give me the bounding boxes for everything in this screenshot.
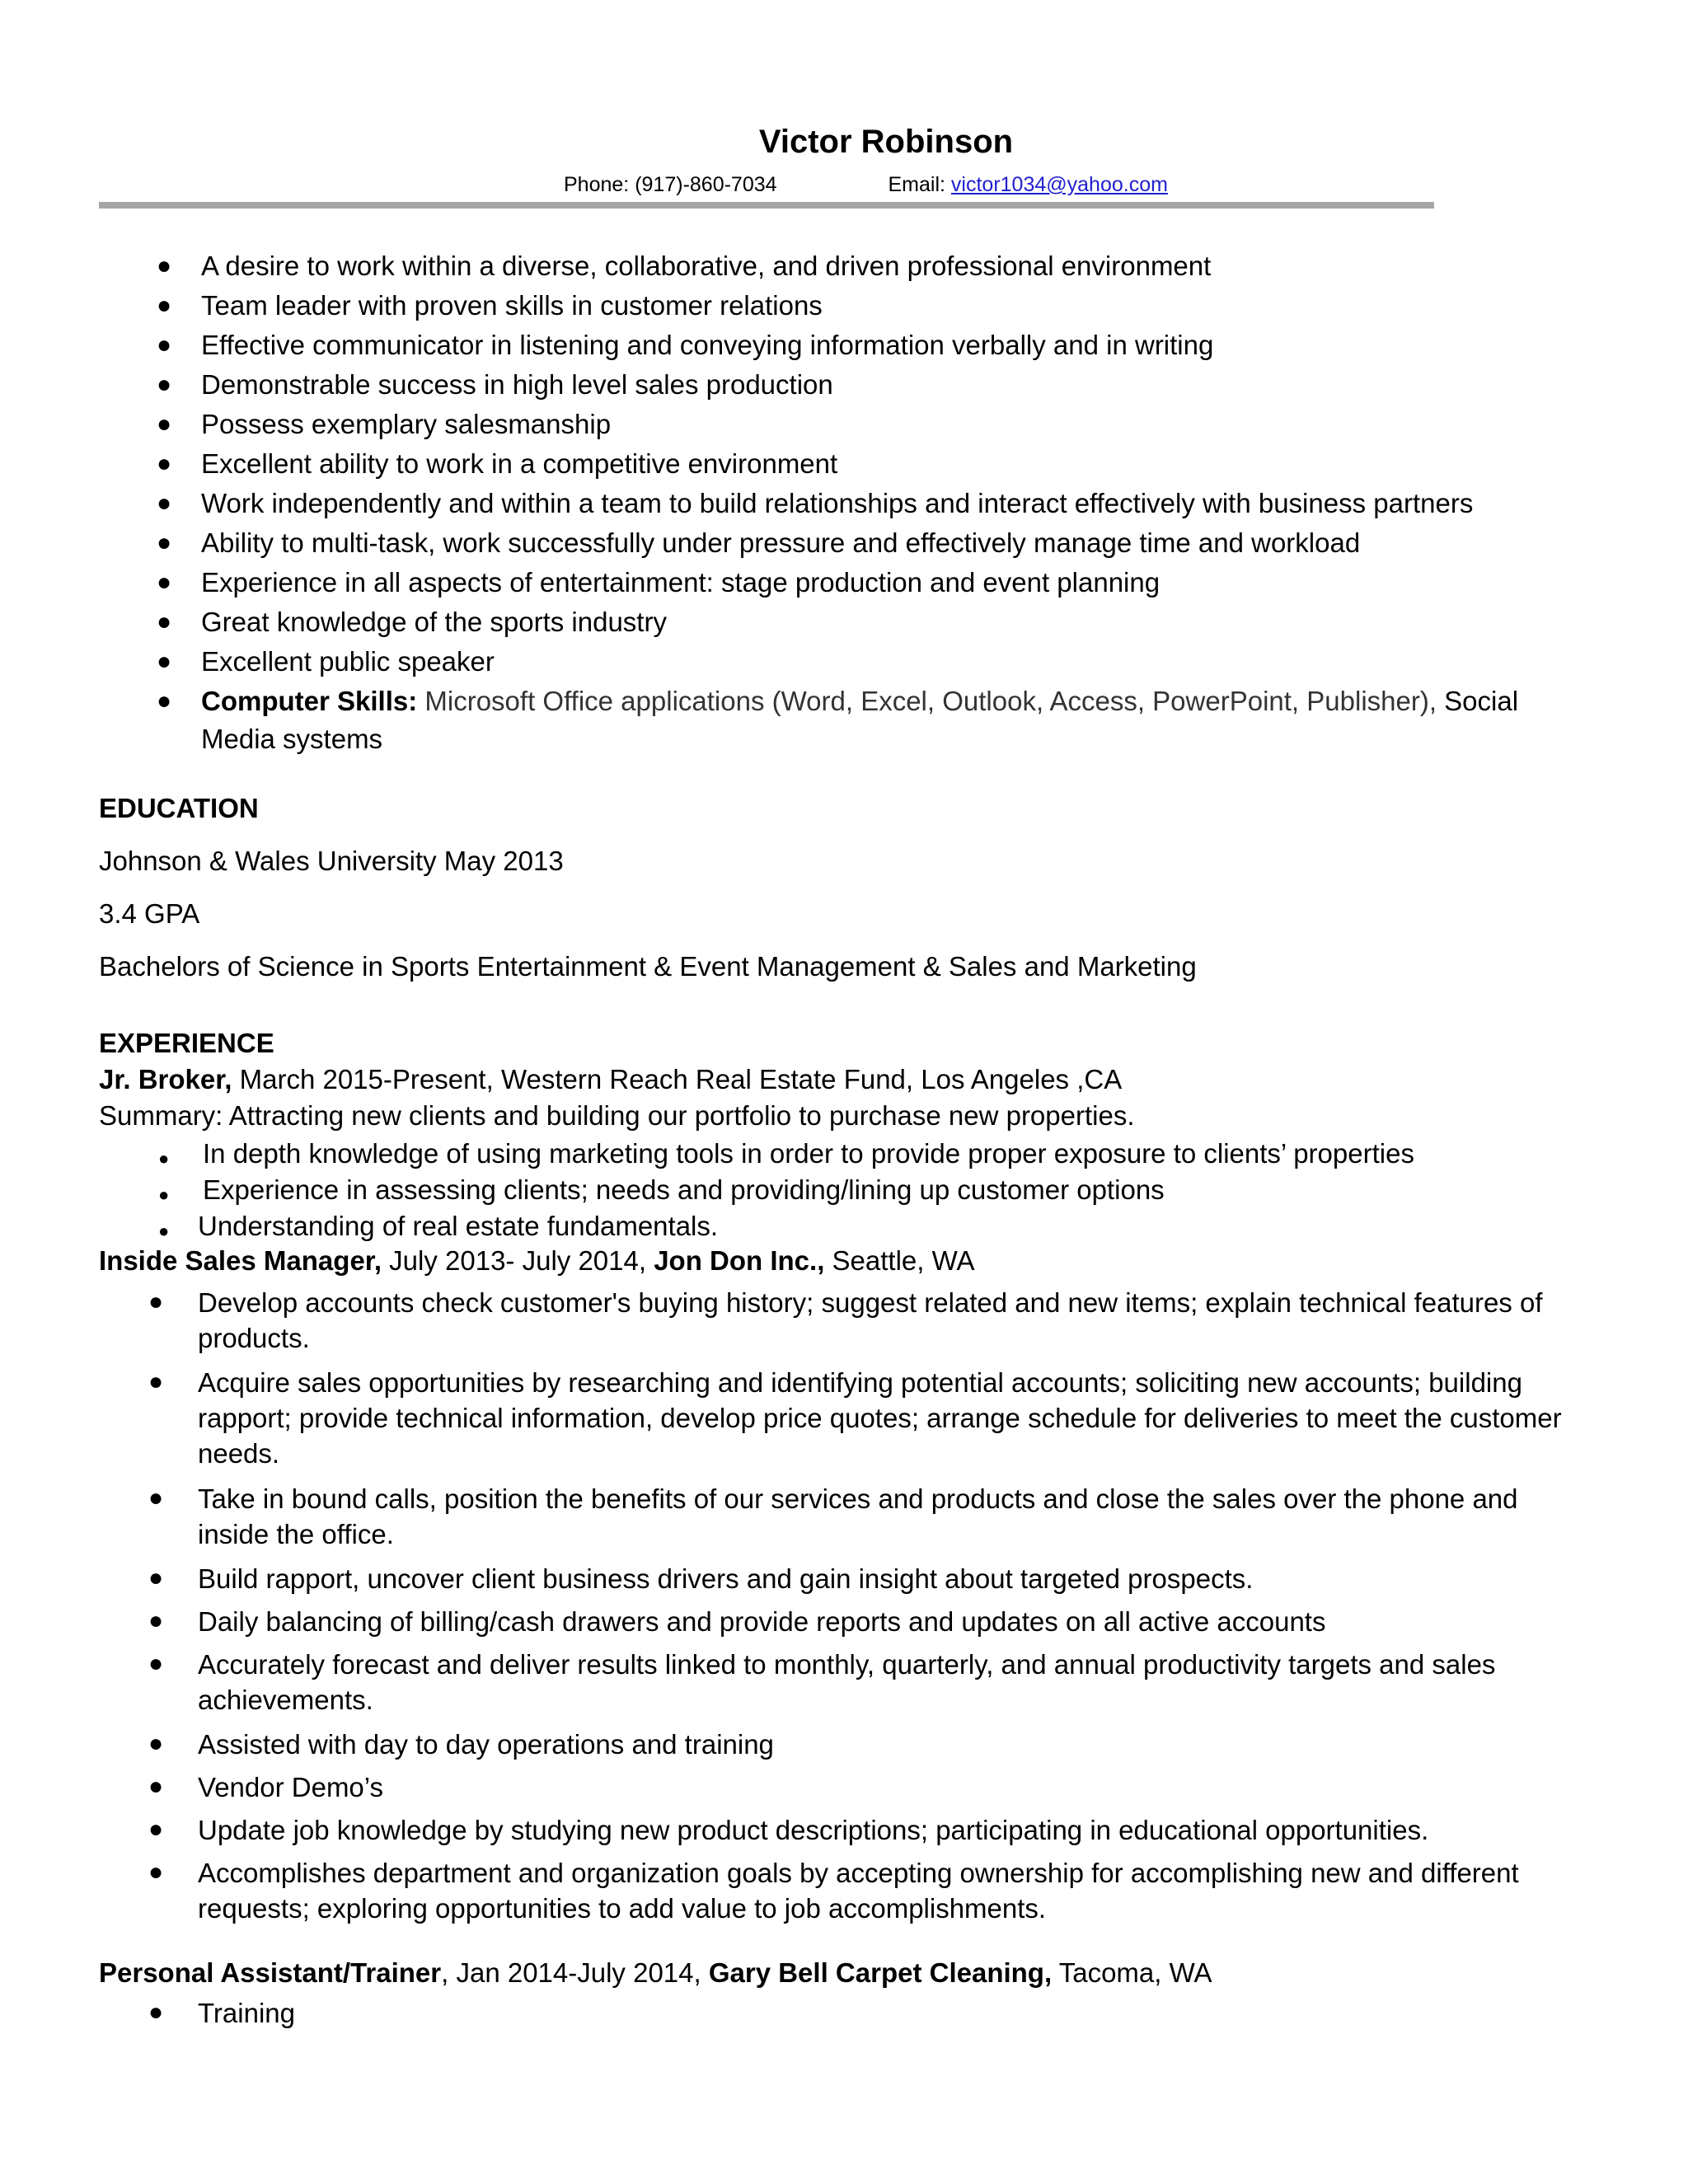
list-item-text: Effective communicator in listening and conveying information verbally and in writing [201, 330, 1214, 360]
list-item: Develop accounts check customer's buying history; suggest related and new items; explain technical features of products. [198, 1287, 1543, 1353]
list-item: Accomplishes department and organization goals by accepting ownership for accomplishing new and different requests; exploring opportunities to add value to job accomplishments. [198, 1858, 1519, 1924]
candidate-name: Victor Robinson [758, 124, 1014, 160]
list-item: ● Work independently and within a team to build relationships and interact effectively with business partners [0, 485, 1688, 524]
job1-details: March 2015-Present, Western Reach Real Estate Fund, Los Angeles ,CA [232, 1064, 1123, 1094]
job2-title: Inside Sales Manager, [99, 1245, 382, 1276]
phone-label: Phone: [564, 173, 630, 196]
computer-skills-rest-2: Media systems [201, 724, 383, 754]
list-item: Acquire sales opportunities by researching and identifying potential accounts; soliciting new accounts; building rapport; provide technical information, develop price quotes; arrange schedule for deliveries to meet the customer needs. [198, 1367, 1562, 1469]
job2-location: Seattle, WA [824, 1245, 975, 1276]
job3-title: Personal Assistant/Trainer [99, 1957, 442, 1988]
email-link[interactable]: victor1034@yahoo.com [950, 173, 1168, 196]
education-gpa: 3.4 GPA [99, 898, 200, 929]
job1-list [0, 1135, 1688, 1244]
list-item: ● Great knowledge of the sports industry [0, 603, 1688, 643]
education-heading: EDUCATION [99, 793, 259, 823]
list-item: ● Experience in all aspects of entertainment: stage production and event planning [0, 564, 1688, 603]
list-item-text: Experience in all aspects of entertainment: stage production and event planning [201, 567, 1160, 598]
job3-header [99, 1956, 1212, 1991]
job2-dates: July 2013- July 2014, [382, 1245, 654, 1276]
resume-page: Victor Robinson Phone: (917)-860-7034 Email: victor1034@yahoo.com ● A desire to work within a diverse, collaborative, and driven professional environment ● Team leader with proven skills in customer relations ● Effective communicator in listening and conveying information verbally and in writing ● Demonstrable success in high level sales production ● Possess exemplary salesmanship ● Excellent ability to work in a competitive environment ● Work independently and within a team to build relationships and interact effectively with business partners ● Ability to multi-task, work successfully under pressure and effectively manage time and workload ● Experience in all aspects of entertainment: stage production and event planning ● Great knowledge of the sports industry ● Excellent public speaker ● Computer Skills: Microsoft Office applications (Word, Excel, Outlook, Access, PowerPoint, Publisher), Social Media systems EDUCATION Johnson & Wales University May 2013 3.4 GPA Bachelors of Science in Sports Entertainment & Event Management & Sales and Marketing EXPERIENCE Jr. Broker, March 2015-Present, Western Reach Real Estate Fund, Los Angeles ,CA Summary: Attracting new clients and building our portfolio to purchase new properties. ● In depth knowledge of using marketing tools in order to provide proper exposure to clients’ properties ● Experience in assessing clients; needs and providing/lining up customer options ● Understanding of real estate fundamentals. Inside Sales Manager, July 2013- July 2014, Jon Don Inc., Seattle, WA ● Develop accounts check customer's buying history; suggest related and new items; explain technical features of products. ● Acquire sales opportunities by researching and identifying potential accounts; soliciting new accounts; building rapport; provide technical information, develop price quotes; arrange schedule for deliveries to meet the customer needs. ● Take in bound calls, position the benefits of our services and products and close the sales over the phone and inside the office. ● Build rapport, uncover client business drivers and gain insight about targeted prospects. ● Daily balancing of billing/cash drawers and provide reports and updates on all active accounts ● Accurately forecast and deliver results linked to monthly, quarterly, and annual productivity targets and sales achievements. ● Assisted with day to day operations and training ● Vendor Demo’s ● Update job knowledge by studying new product descriptions; participating in educational opportunities. ● Accomplishes department and organization goals by accepting ownership for accomplishing new and different requests; exploring opportunities to add value to job accomplishments. Personal Assistant/Trainer, Jan 2014-July 2014, Gary Bell Carpet Cleaning, Tacoma, WA ● Training [0, 0, 1688, 2184]
summary-list [0, 247, 1688, 758]
experience-heading: EXPERIENCE [99, 1028, 274, 1058]
list-item: ● A desire to work within a diverse, collaborative, and driven professional environment [0, 247, 1688, 287]
list-item: Daily balancing of billing/cash drawers and provide reports and updates on all active accounts [198, 1606, 1326, 1637]
list-item-text: Excellent public speaker [201, 646, 495, 677]
job2-header [99, 1244, 975, 1279]
job2-company: Jon Don Inc., [654, 1245, 825, 1276]
list-item-text: Team leader with proven skills in customer relations [201, 290, 823, 321]
list-item: ● Excellent ability to work in a competitive environment [0, 445, 1688, 485]
list-item-text: In depth knowledge of using marketing tools in order to provide proper exposure to clients’ properties [203, 1138, 1414, 1169]
list-item: ● Team leader with proven skills in customer relations [0, 287, 1688, 326]
list-item: ● Experience in assessing clients; needs and providing/lining up customer options [0, 1171, 1688, 1207]
list-item: ● Ability to multi-task, work successfully under pressure and effectively manage time and workload [0, 524, 1688, 564]
list-item: ● Possess exemplary salesmanship [0, 405, 1688, 445]
list-item-text: A desire to work within a diverse, collaborative, and driven professional environment [201, 251, 1212, 281]
computer-skills-apps: Microsoft Office applications (Word, Excel, Outlook, Access, PowerPoint, Publisher), [424, 686, 1437, 716]
bullet-icon: ● [148, 1999, 164, 2026]
list-item-text: Work independently and within a team to build relationships and interact effectively with business partners [201, 488, 1474, 518]
list-item: Update job knowledge by studying new product descriptions; participating in educational opportunities. [198, 1815, 1429, 1845]
list-item: ● In depth knowledge of using marketing tools in order to provide proper exposure to clients’ properties [0, 1135, 1688, 1171]
education-degree: Bachelors of Science in Sports Entertainment & Event Management & Sales and Marketing [99, 951, 1197, 982]
email-label: Email: [888, 173, 945, 196]
list-item: ● Demonstrable success in high level sales production [0, 366, 1688, 405]
job3-dates: , Jan 2014-July 2014, [441, 1957, 709, 1988]
list-item: Vendor Demo’s [198, 1772, 384, 1802]
list-item: Take in bound calls, position the benefits of our services and products and close the sales over the phone and inside the office. [198, 1483, 1518, 1549]
contact-line [564, 175, 1168, 195]
education-school: Johnson & Wales University May 2013 [99, 846, 564, 876]
list-item-text: Possess exemplary salesmanship [201, 409, 612, 439]
list-item: ● Excellent public speaker [0, 643, 1688, 682]
job1-header [99, 1062, 1122, 1098]
list-item: Assisted with day to day operations and training [198, 1729, 774, 1760]
list-item: Build rapport, uncover client business drivers and gain insight about targeted prospects. [198, 1563, 1254, 1594]
computer-skills-item: ● Computer Skills: Microsoft Office applications (Word, Excel, Outlook, Access, PowerPoint, Publisher), Social Media systems [0, 682, 1688, 758]
computer-skills-rest-1: Social [1444, 686, 1519, 716]
job1-summary: Summary: Attracting new clients and building our portfolio to purchase new properties. [99, 1100, 1135, 1131]
job3-location: Tacoma, WA [1052, 1957, 1212, 1988]
header-divider [99, 202, 1434, 209]
job1-title: Jr. Broker, [99, 1064, 232, 1094]
list-item: ● Understanding of real estate fundamentals. [0, 1207, 1688, 1244]
list-item-text: Great knowledge of the sports industry [201, 607, 667, 637]
list-item-text: Ability to multi-task, work successfully under pressure and effectively manage time and workload [201, 527, 1361, 558]
list-item-text: Experience in assessing clients; needs and providing/lining up customer options [203, 1174, 1165, 1205]
list-item-text: Demonstrable success in high level sales production [201, 369, 833, 400]
list-item-text: Understanding of real estate fundamentals. [198, 1211, 719, 1241]
job3-company: Gary Bell Carpet Cleaning, [708, 1957, 1053, 1988]
list-item-text: Excellent ability to work in a competitive environment [201, 448, 838, 479]
list-item: Training [198, 1998, 295, 2028]
list-item: Accurately forecast and deliver results linked to monthly, quarterly, and annual productivity targets and sales achievements. [198, 1649, 1496, 1715]
computer-skills-label: Computer Skills: [201, 686, 418, 716]
email-block [889, 173, 1168, 196]
list-item: ● Effective communicator in listening and conveying information verbally and in writing [0, 326, 1688, 366]
phone-number: (917)-860-7034 [635, 173, 777, 196]
